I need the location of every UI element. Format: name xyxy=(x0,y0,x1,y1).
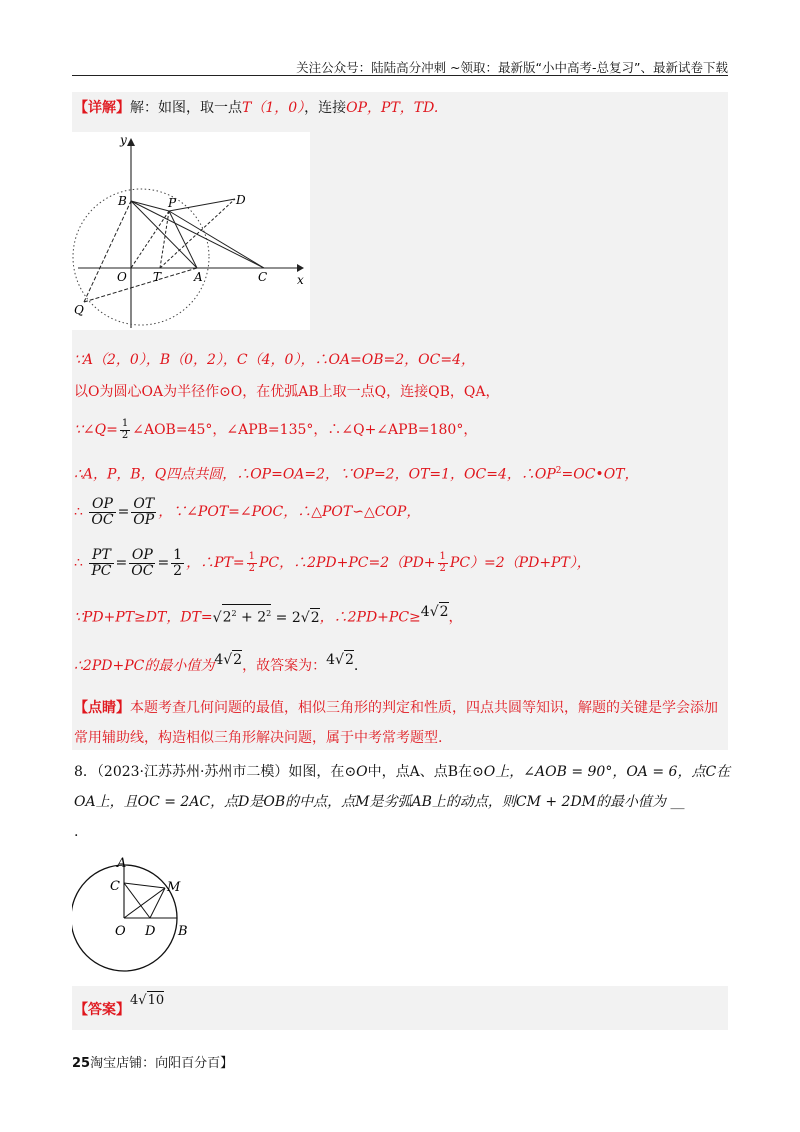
sol-line-8-pre: ∴2PD+PC的最小值为 xyxy=(74,658,215,674)
answer-value: 4√10 xyxy=(130,993,165,1008)
segment-DM xyxy=(150,888,165,918)
q8-dot: . xyxy=(74,824,79,840)
fig2-label-D: D xyxy=(145,924,156,939)
fraction-den: PC xyxy=(91,562,112,579)
fraction-one-half xyxy=(120,419,130,441)
fig1-label-D: D xyxy=(236,193,246,207)
detail-label: 【详解】 xyxy=(74,100,130,116)
comma-7: ， xyxy=(448,609,463,626)
fraction-ot-op xyxy=(131,497,156,527)
fig2-label-M: M xyxy=(167,880,181,895)
answer-coef: 4 xyxy=(130,993,139,1008)
radicand-exp-2: 2 xyxy=(266,609,272,618)
answer-label: 【答案】 xyxy=(74,1002,130,1018)
fraction-one-half-4 xyxy=(438,552,448,574)
fraction-num: 1 xyxy=(173,546,183,563)
coef-four: 4 xyxy=(326,652,336,668)
root-two: 2 xyxy=(344,652,354,668)
q8-circle-o-2: ⊙O xyxy=(472,764,496,780)
detail-connect: ，连接 xyxy=(304,100,347,116)
root-two: 2 xyxy=(439,603,449,620)
coef-four: 4 xyxy=(214,652,224,668)
sol-line-7-eq: = 2 xyxy=(271,609,301,626)
q8-pre: 8．（2023·江苏苏州·苏州市二模）如图，在 xyxy=(74,764,345,780)
sol-line-4-pre: ∴A，P，B，Q四点共圆，∴OP=OA=2，∵OP=2，OT=1，OC=4，∴OP xyxy=(74,466,556,483)
detail-T-point: T（1，0） xyxy=(242,100,305,116)
fraction-den: OC xyxy=(91,511,114,528)
solution-line-4 xyxy=(74,462,639,484)
fraction-num: 1 xyxy=(248,551,255,562)
radicand-exp-1: 2 xyxy=(231,609,237,618)
question-8-line-3 xyxy=(74,823,78,841)
segment-OM xyxy=(124,888,165,918)
four-root-two-2: 4√2 xyxy=(214,652,243,668)
q8-circle-o-1: ⊙O xyxy=(344,764,368,780)
sol-line-7-pre: ∵PD+PT≥DT，DT= xyxy=(74,609,213,626)
sol-line-3-pre: ∵∠Q= xyxy=(74,422,118,438)
point-text-1: 本题考查几何问题的最值，相似三角形的判定和性质，四点共圆等知识，解题的关键是学会添加 xyxy=(130,700,718,716)
fig1-label-P: P xyxy=(168,196,177,210)
sol-line-2-text: 以O为圆心OA为半径作⊙O，在优弧AB上取一点Q，连接QB，QA， xyxy=(74,384,500,400)
q8-text-2d: 的中点，点M是劣弧AB上的动点，则CM + 2DM的最小值为 xyxy=(285,794,667,810)
fig1-label-T: T xyxy=(153,270,162,284)
q8-text-b: 中，点A、点B在 xyxy=(367,764,473,780)
solution-line-2 xyxy=(74,383,500,401)
detail-segments: OP，PT，TD. xyxy=(346,100,439,116)
radicand-base-1: 2 xyxy=(222,609,232,626)
q8-oa: OA xyxy=(74,794,96,810)
equals-sign-6a: = xyxy=(115,555,128,571)
answer-line xyxy=(74,993,165,1020)
sqrt-sum-squares: $√2^2 + 2^2 = 2√2$ xyxy=(213,610,320,626)
fraction-den: 2 xyxy=(439,562,446,574)
fig1-label-x: x xyxy=(297,273,304,287)
fraction-den: OP xyxy=(133,511,155,528)
figure-1 xyxy=(72,132,310,330)
fraction-one-half-2 xyxy=(171,548,184,578)
sol-line-6-mid2: PC，∴2PD+PC=2（PD+ xyxy=(258,555,436,571)
sqrt-two: 2 xyxy=(310,609,320,626)
therefore-sign-6: ∴ xyxy=(74,555,88,571)
fig1-label-Q: Q xyxy=(74,303,84,317)
question-8-line-2 xyxy=(74,793,684,811)
fraction-one-half-3 xyxy=(247,552,257,574)
page-number: 25 xyxy=(72,1056,91,1071)
solution-line-1 xyxy=(74,351,475,369)
question-8-line-1 xyxy=(74,763,730,781)
shop-text: 淘宝店铺：向阳百分百】 xyxy=(90,1056,234,1071)
header-rule xyxy=(72,75,728,76)
answer-radicand: 10 xyxy=(147,993,165,1008)
point-line-1 xyxy=(74,699,718,717)
fraction-num: 1 xyxy=(439,551,446,562)
sol-line-5-post: ，∵∠POT=∠POC，∴△POT∽△COP， xyxy=(158,504,421,520)
fig1-label-B: B xyxy=(118,194,127,208)
fraction-num: OP xyxy=(89,497,115,513)
point-line-2 xyxy=(74,729,442,747)
sol-line-8-mid: ，故答案为： xyxy=(242,658,327,674)
fig2-label-O: O xyxy=(115,924,126,939)
q8-blank: __ xyxy=(670,794,685,810)
fig1-label-A: A xyxy=(194,270,203,284)
equals-sign-6b: = xyxy=(157,555,170,571)
page-footer xyxy=(72,1052,233,1071)
q8-ob: OB xyxy=(263,794,286,810)
fraction-den: 2 xyxy=(248,562,255,574)
solution-line-6 xyxy=(74,544,591,582)
point-label: 【点睛】 xyxy=(74,700,130,716)
sol-line-4-post: =OC•OT， xyxy=(561,466,639,483)
equals-sign-5: = xyxy=(117,504,130,520)
figure-2 xyxy=(72,855,202,977)
sqrt-radicand: $2^2 + 2^2$ xyxy=(222,604,272,627)
root-two: 2 xyxy=(233,652,243,668)
fraction-den: 2 xyxy=(121,429,129,441)
segment-CM xyxy=(124,883,165,888)
fraction-num: PT xyxy=(89,548,113,564)
solution-line-5 xyxy=(74,493,420,531)
fig2-label-B: B xyxy=(178,924,188,939)
solution-line-8 xyxy=(74,652,359,675)
q8-text-2b: 上，且OC = 2AC，点D是 xyxy=(95,794,264,810)
sol-line-8-end: . xyxy=(353,658,359,674)
fraction-op-oc-2 xyxy=(129,548,155,578)
fraction-pt-pc xyxy=(89,548,113,578)
sol-line-3-post: ∠AOB=45°，∠APB=135°，∴∠Q+∠APB=180°， xyxy=(132,422,478,438)
sol-line-6-post: PC）=2（PD+PT）， xyxy=(449,555,591,571)
fraction-op-oc xyxy=(89,497,115,527)
detail-intro: 解：如图，取一点 xyxy=(130,100,242,116)
segment-CD xyxy=(124,883,150,918)
sol-line-6-mid: ，∴PT= xyxy=(186,555,245,571)
fraction-den: 2 xyxy=(173,562,183,579)
fig2-label-A: A xyxy=(117,856,127,871)
sol-line-4-sup: 2 xyxy=(555,466,562,476)
sol-line-7-mid: ，∴2PD+PC≥ xyxy=(319,609,421,626)
solution-line-3 xyxy=(74,419,477,441)
four-root-two-1: 4√2 xyxy=(420,603,449,620)
fig2-label-C: C xyxy=(110,879,120,894)
point-text-2: 常用辅助线，构造相似三角形解决问题，属于中考常考题型. xyxy=(74,730,443,746)
page-header: 关注公众号：陆陆高分冲刺 ~领取：最新版“小中高考-总复习”、最新试卷下载 xyxy=(296,60,728,75)
solution-line-7 xyxy=(74,604,463,627)
four-root-two-3: 4√2 xyxy=(326,652,354,668)
fraction-num: OT xyxy=(131,497,156,513)
fig1-label-O: O xyxy=(117,270,127,284)
radicand-base-2: 2 xyxy=(257,609,267,626)
fraction-num: OP xyxy=(129,548,155,564)
fig1-label-y: y xyxy=(120,133,127,147)
detail-line xyxy=(74,99,438,117)
coef-four: 4 xyxy=(420,603,430,620)
sol-line-1-text: ∵A（2，0），B（0，2），C（4，0），∴OA=OB=2，OC=4， xyxy=(74,352,476,368)
fraction-num: 1 xyxy=(121,418,129,429)
therefore-sign-5: ∴ xyxy=(74,504,88,520)
fraction-den: OC xyxy=(131,562,154,579)
fig1-label-C: C xyxy=(258,270,268,284)
answer-shade xyxy=(72,986,728,1030)
q8-text-d: 上，∠AOB = 90°，OA = 6，点C在 xyxy=(495,764,731,780)
